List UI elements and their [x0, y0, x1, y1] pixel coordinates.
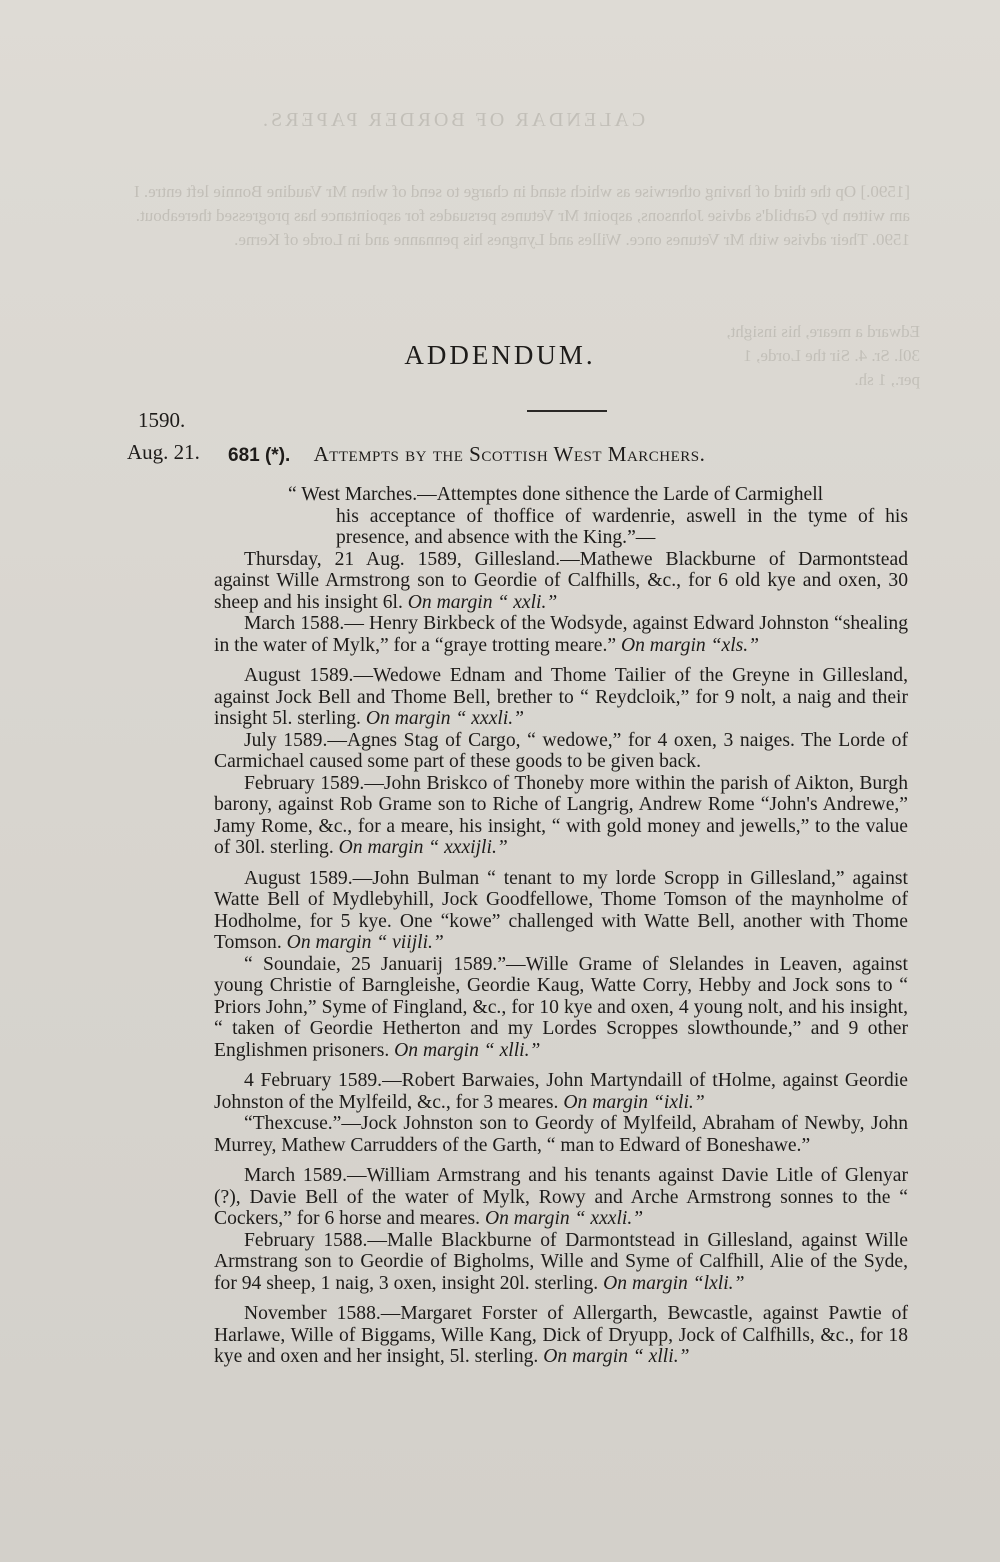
bleed-through-text-2: Edward a meare, his insight, 30l. Sr. 4. Sir the Lorde, 1 per., 1 sh. — [726, 322, 920, 389]
paragraph-text: 4 February 1589.—Robert Barwaies, John Martyndaill of tHolme, against Geordie Johnston of the Mylfeild, &c., for 3 meares. — [214, 1070, 908, 1113]
paragraph — [214, 773, 908, 859]
paragraph-text: July 1589.—Agnes Stag of Cargo, “ wedowe,” for 4 oxen, 3 naiges. The Lorde of Carmichael caused some part of these goods to be given back. — [214, 729, 908, 772]
paragraph-quote — [214, 484, 908, 549]
margin-note-label: On margin — [603, 1272, 688, 1294]
paragraph — [214, 868, 908, 954]
margin-note-label: On margin — [338, 837, 424, 858]
paragraph — [214, 1303, 908, 1368]
paragraph-text: “Thexcuse.”—Jock Johnston son to Geordy of Mylfeild, Abraham of Newby, John Murrey, Mathew Carrudders of the Garth, “ man to Edward of Boneshawe.” — [214, 1113, 908, 1156]
margin-note-value: “ xlli.” — [632, 1346, 690, 1367]
paragraph — [214, 1230, 908, 1295]
paragraph — [214, 549, 908, 614]
paragraph-lead: “ West Marches.—Attemptes done sithence the Larde of Carmighell — [288, 484, 824, 505]
margin-note-label: On margin — [286, 932, 372, 953]
paragraph-text: November 1588.—Margaret Forster of Allergarth, Bewcastle, against Pawtie of Harlawe, Wille of Biggams, Wille Kang, Dick of Dryupp, Jock of Calfhills, &c., for 18 kye and oxen and her insight, 5l. sterling. — [214, 1303, 908, 1367]
entry-date: Aug. 21. — [127, 440, 200, 464]
margin-note-label: On margin — [484, 1208, 570, 1229]
margin-note-value: “xls.” — [710, 634, 760, 656]
margin-note-value: “ xxli.” — [497, 591, 558, 613]
paragraph-text: August 1589.—John Bulman “ tenant to my lorde Scropp in Gillesland,” against Watte Bell of Mydlebyhill, Jock Goodfellowe, Thome Tomson of the maynholme of Hodholme, for 5 kye. One “kowe” challenged with Watte Bell, another with Thome Tomson. — [214, 867, 908, 953]
margin-note-value: “ xxxli.” — [455, 708, 525, 729]
paragraph — [214, 1070, 908, 1113]
entry-year: 1590. — [138, 408, 186, 432]
paragraph — [214, 665, 908, 730]
paragraph-text: Thursday, 21 Aug. 1589, Gillesland.—Mathewe Blackburne of Darmontstead against Wille Armstrong son to Geordie of Calfhills, &c., for 6 old kye and oxen, 30 sheep and his insight 6l. — [214, 548, 908, 613]
paragraph — [214, 613, 908, 656]
margin-note-label: On margin — [563, 1091, 649, 1113]
margin-note-value: “ixli.” — [653, 1091, 705, 1113]
entry-heading: Attempts by the Scottish West Marchers. — [313, 442, 706, 466]
margin-note-label: On margin — [365, 708, 451, 729]
page-title: ADDENDUM. — [404, 340, 596, 370]
paragraph-text: his acceptance of thoffice of wardenrie, aswell in the tyme of his presence, and absence with the King.”— — [336, 505, 908, 548]
margin-note-label: On margin — [543, 1346, 628, 1367]
paragraph — [214, 1113, 908, 1156]
margin-note-label: On margin — [407, 591, 493, 613]
margin-note-value: “lxli.” — [692, 1272, 745, 1294]
paragraph-text: August 1589.—Wedowe Ednam and Thome Tailier of the Greyne in Gillesland, against Jock Bell and Thome Bell, brether to “ Reydcloik,” for 9 nolt, a naig and their insight 5l. sterling. — [214, 665, 908, 729]
paragraph-text: “ Soundaie, 25 Januarij 1589.”—Wille Grame of Slelandes in Leaven, against young Christie of Barngleishe, Geordie Kaug, Watte Corry, Hebby and Jock sons to “ Priors John,” Syme of Fingland, &c., for 10 kye and oxen, 4 young nolt, and his insight, “ taken of Geordie Hetherton and my Lordes Scroppes slowthounde,” and 9 other Englishmen prisoners. — [214, 953, 908, 1061]
paragraph-text: February 1589.—John Briskco of Thoneby more within the parish of Aikton, Burgh barony, against Rob Grame son to Riche of Langrig, Andrew Rome “John's Andrewe,” Jamy Rome, &c., for a meare, his insight, “ with gold money and jewells,” to the value of 30l. sterling. — [214, 772, 908, 858]
margin-note-value: “ xlli.” — [483, 1039, 541, 1061]
entry-heading-row — [228, 442, 705, 467]
paragraph-text: March 1588.— Henry Birkbeck of the Wodsyde, against Edward Johnston “shealing in the water of Mylk,” for a “graye trotting meare.” — [214, 613, 908, 656]
margin-note-value: “ xxxijli.” — [428, 837, 508, 858]
margin-note-value: “ viijli.” — [376, 932, 444, 953]
margin-note-value: “ xxxli.” — [574, 1208, 644, 1229]
title-rule — [527, 410, 607, 412]
margin-note-label: On margin — [394, 1039, 479, 1061]
entry-number: 681 (*). — [228, 445, 291, 466]
margin-note-label: On margin — [620, 634, 706, 656]
paragraph-text: March 1589.—William Armstrang and his tenants against Davie Litle of Glenyar (?), Davie Bell of the water of Mylk, Rowy and Arche Armstrong sonnes to the “ Cockers,” for 6 horse and meares. — [214, 1165, 908, 1229]
bleed-through-header: CALENDAR OF BORDER PAPERS. — [260, 109, 646, 131]
entry-body — [214, 484, 908, 1368]
paragraph — [214, 954, 908, 1062]
paragraph — [214, 730, 908, 773]
paragraph-text: February 1588.—Malle Blackburne of Darmontstead in Gillesland, against Wille Armstrang son to Geordie of Bigholms, Wille and Syme of Calfhill, Alie of the Syde, for 94 sheep, 1 naig, 3 oxen, insight 20l. sterling. — [214, 1229, 908, 1294]
paragraph — [214, 1165, 908, 1230]
bleed-through-text: [1590.] Op the third of having otherwise as which stand in charge to send of when Mr Vaudine Bonnie left entre. I am witten by Garbild's advise Johnsons, aspoint Mr Vetunes persuades for aspointance has progressed thereabout. 1590. Their advise with Mr Vetunes once. Willes and Lyngnes his pennanne and in Lorde of Kerne. — [134, 182, 910, 249]
